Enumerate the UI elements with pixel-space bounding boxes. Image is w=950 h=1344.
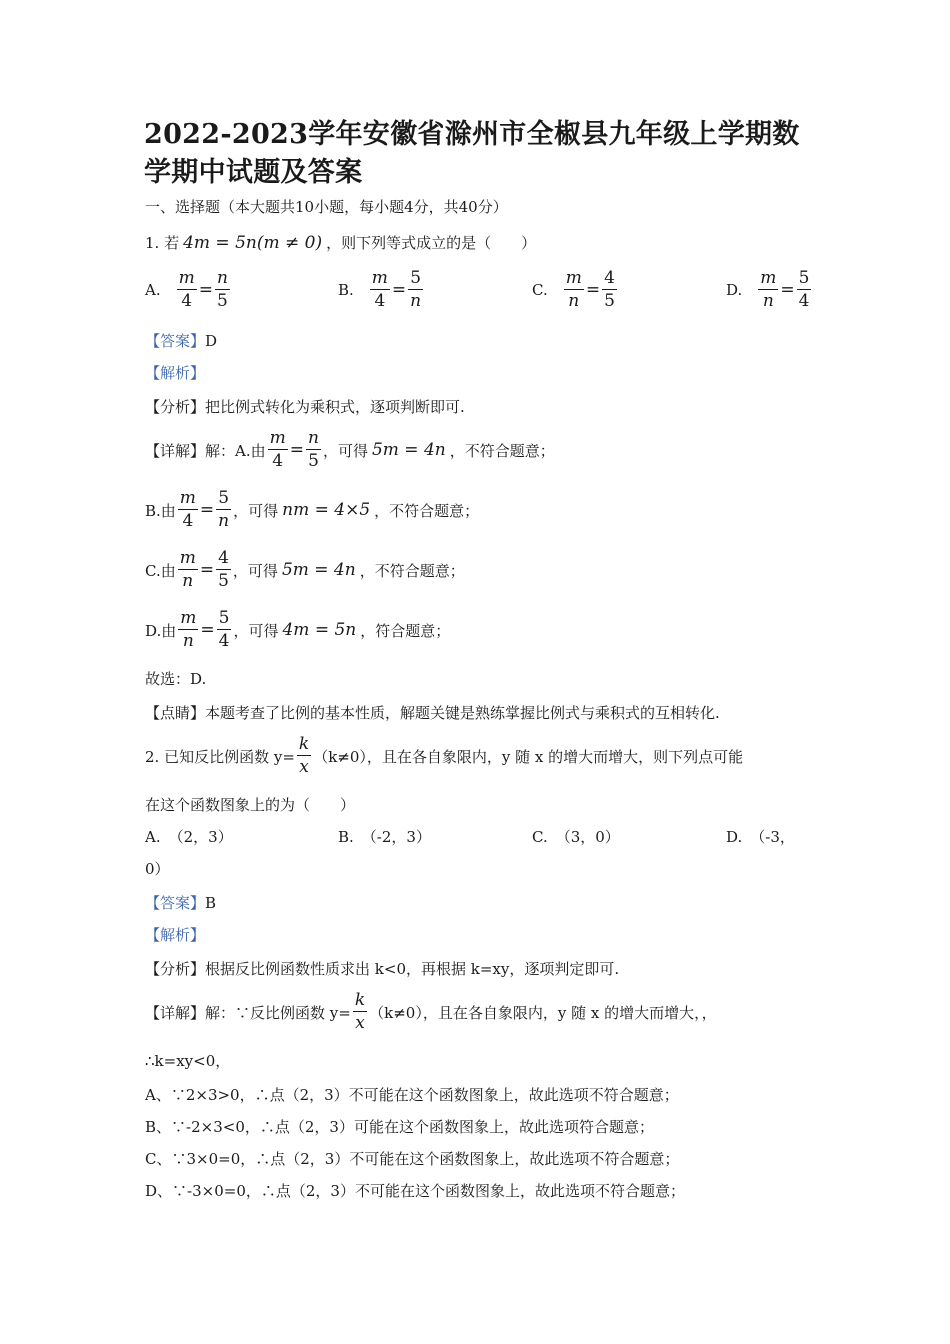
q2-line-2: A、∵2×3>0，∴点（2，3）不可能在这个函数图象上，故此选项不符合题意； [145,1086,679,1104]
q1-option-d: D. $\frac{m}{n}$ = $\frac{5}{4}$ [726,268,810,311]
q2-detail [145,992,717,1032]
q1-detail-a: 【详解】 解：A.由 $\frac{m}{4}$ = $\frac{n}{5}$ ，可得 5m = 4n ，不符合题意； [145,428,555,471]
fraction-numerator: n [216,268,228,288]
fraction-numerator: m [179,488,196,508]
fraction-numerator: 5 [218,608,230,628]
question-2-stem [145,736,743,776]
q2-option-b [338,826,431,847]
comment-tag: 【点睛】 [145,704,206,722]
detail-equation: 4m = 5n [282,620,357,640]
detail-end: ，不符合题意； [374,501,480,520]
fraction-denominator: n [218,511,230,531]
q2-stem-b: （k≠0），且在各自象限内，y 随 x 的增大而增大，则下列点可能 [313,747,744,766]
fenxi-tag: 【分析】 [145,398,206,416]
fraction-denominator: n [410,291,422,311]
option-label: D. [726,827,743,846]
q1-fenxi [145,396,465,417]
q2-stem-c: 在这个函数图象上的为（ ） [145,796,356,814]
section-heading: 一、选择题（本大题共10小题，每小题4分，共40分） [145,198,508,216]
fraction-denominator: 5 [218,571,229,591]
question-1-stem [145,232,536,253]
detail-tag: 【详解】 [145,1003,206,1022]
q2-option-d [726,826,795,847]
fenxi-text: 把比例式转化为乘积式，逐项判断即可. [205,398,465,416]
detail-connector: ，可得 [232,561,278,580]
answer-value: B [205,893,217,912]
detail-equation: 5m = 4n [371,440,446,460]
q2-stem-a: 2. 已知反比例函数 y= [145,747,295,766]
page-title: 2022-2023学年安徽省滁州市全椒县九年级上学期数学期中试题及答案 [144,119,800,188]
detail-end: ，符合题意； [360,621,451,640]
fraction-denominator: 4 [181,291,193,311]
q2-line-5: D、∵-3×0=0，∴点（2，3）不可能在这个函数图象上，故此选项不符合题意； [145,1182,685,1200]
fraction-denominator: x [299,757,309,777]
fraction-denominator: n [182,571,194,591]
detail-connector: ，可得 [233,621,279,640]
fraction-numerator: k [354,990,366,1010]
option-text: （3，0） [555,828,620,846]
detail-tag: 【详解】 [145,441,206,460]
fraction-denominator: n [568,291,580,311]
fraction-numerator: 4 [218,548,229,568]
option-text: （-3， [750,828,795,846]
detail-equation: 5m = 4n [281,560,356,580]
q1-detail-d: D.由 $\frac{m}{n}$ = $\frac{5}{4}$ ，可得 4m = 5n ，符合题意； [145,608,451,651]
fraction-denominator: 4 [272,451,284,471]
q2-option-c [532,826,620,847]
option-label: A. [145,827,161,846]
answer-tag: 【答案】 [145,894,206,912]
answer-tag: 【答案】 [145,332,206,350]
q1-comment [145,702,720,723]
detail-text: （k≠0），且在各自象限内，y 随 x 的增大而增大，， [369,1003,717,1022]
fraction-denominator: n [762,291,774,311]
option-label: D. [726,281,743,299]
q1-prefix: 1. 若 [145,234,180,252]
fraction-denominator: 4 [798,291,810,311]
fraction-denominator: 4 [374,291,386,311]
option-label: B. [338,281,354,299]
answer-value: D [205,331,218,350]
detail-lead: B.由 [145,501,176,520]
option-text: （2，3） [168,828,233,846]
q2-option-a [145,826,233,847]
q2-option-d-wrap: 0） [145,860,170,878]
q2-line-4: C、∵3×0=0，∴点（2，3）不可能在这个函数图象上，故此选项不符合题意； [145,1150,680,1168]
fraction-numerator: m [178,268,195,288]
q1-detail-b: B.由 $\frac{m}{4}$ = $\frac{5}{n}$ ，可得 nm = 4×5 ，不符合题意； [145,488,480,531]
comment-text: 本题考查了比例的基本性质，解题关键是熟练掌握比例式与乘积式的互相转化. [205,704,720,722]
fraction-denominator: n [182,631,194,651]
detail-end: ，不符合题意； [449,441,555,460]
fraction-denominator: 4 [182,511,194,531]
fraction-numerator: m [180,608,197,628]
fraction-numerator: 5 [410,268,422,288]
fraction-denominator: 4 [218,631,230,651]
fraction-numerator: m [179,548,196,568]
detail-end: ，不符合题意； [359,561,465,580]
fraction-numerator: 5 [218,488,230,508]
fraction-denominator: 5 [308,451,319,471]
fraction-denominator: x [355,1013,365,1033]
option-label: C. [532,827,548,846]
q2-analysis-tag: 【解析】 [145,926,206,944]
fraction-denominator: 5 [217,291,228,311]
detail-connector: ，可得 [233,501,279,520]
q1-conclusion: 故选：D. [145,670,207,688]
fraction-numerator: 4 [604,268,615,288]
option-label: B. [338,827,354,846]
q1-option-c: C. $\frac{m}{n}$ = $\frac{4}{5}$ [532,268,615,311]
option-label: C. [532,281,548,299]
q2-fenxi [145,958,619,979]
option-label: A. [145,281,161,299]
detail-lead: 解：∵反比例函数 y= [205,1003,351,1022]
fraction-numerator: 5 [798,268,810,288]
detail-lead: D.由 [145,621,177,640]
detail-lead: C.由 [145,561,176,580]
fenxi-text: 根据反比例函数性质求出 k<0，再根据 k=xy，逐项判定即可. [205,960,620,978]
option-text: （-2，3） [361,828,431,846]
q1-option-a: A. $\frac{m}{4}$ = $\frac{n}{5}$ [145,268,228,311]
q2-line-1: ∴k=xy<0， [145,1052,231,1070]
fraction-numerator: m [371,268,388,288]
detail-connector: ，可得 [322,441,368,460]
fraction-numerator: m [269,428,286,448]
fraction-denominator: 5 [604,291,615,311]
q1-stem-text: ，则下列等式成立的是（ ） [326,234,537,252]
fenxi-tag: 【分析】 [145,960,206,978]
q1-analysis-tag: 【解析】 [145,364,206,382]
detail-equation: nm = 4×5 [282,500,371,520]
fraction-numerator: m [760,268,777,288]
q1-detail-c: C.由 $\frac{m}{n}$ = $\frac{4}{5}$ ，可得 5m = 4n ，不符合题意； [145,548,465,591]
fraction-numerator: n [308,428,319,448]
q2-answer [145,892,216,913]
q1-condition: 4m = 5n(m ≠ 0) [183,232,323,253]
fraction-numerator: m [565,268,582,288]
detail-lead: 解：A.由 [205,441,266,460]
q2-line-3: B、∵-2×3<0，∴点（2，3）可能在这个函数图象上，故此选项符合题意； [145,1118,654,1136]
q1-answer [145,330,217,351]
fraction-numerator: k [298,734,310,754]
q1-option-b: B. $\frac{m}{4}$ = $\frac{5}{n}$ [338,268,422,311]
